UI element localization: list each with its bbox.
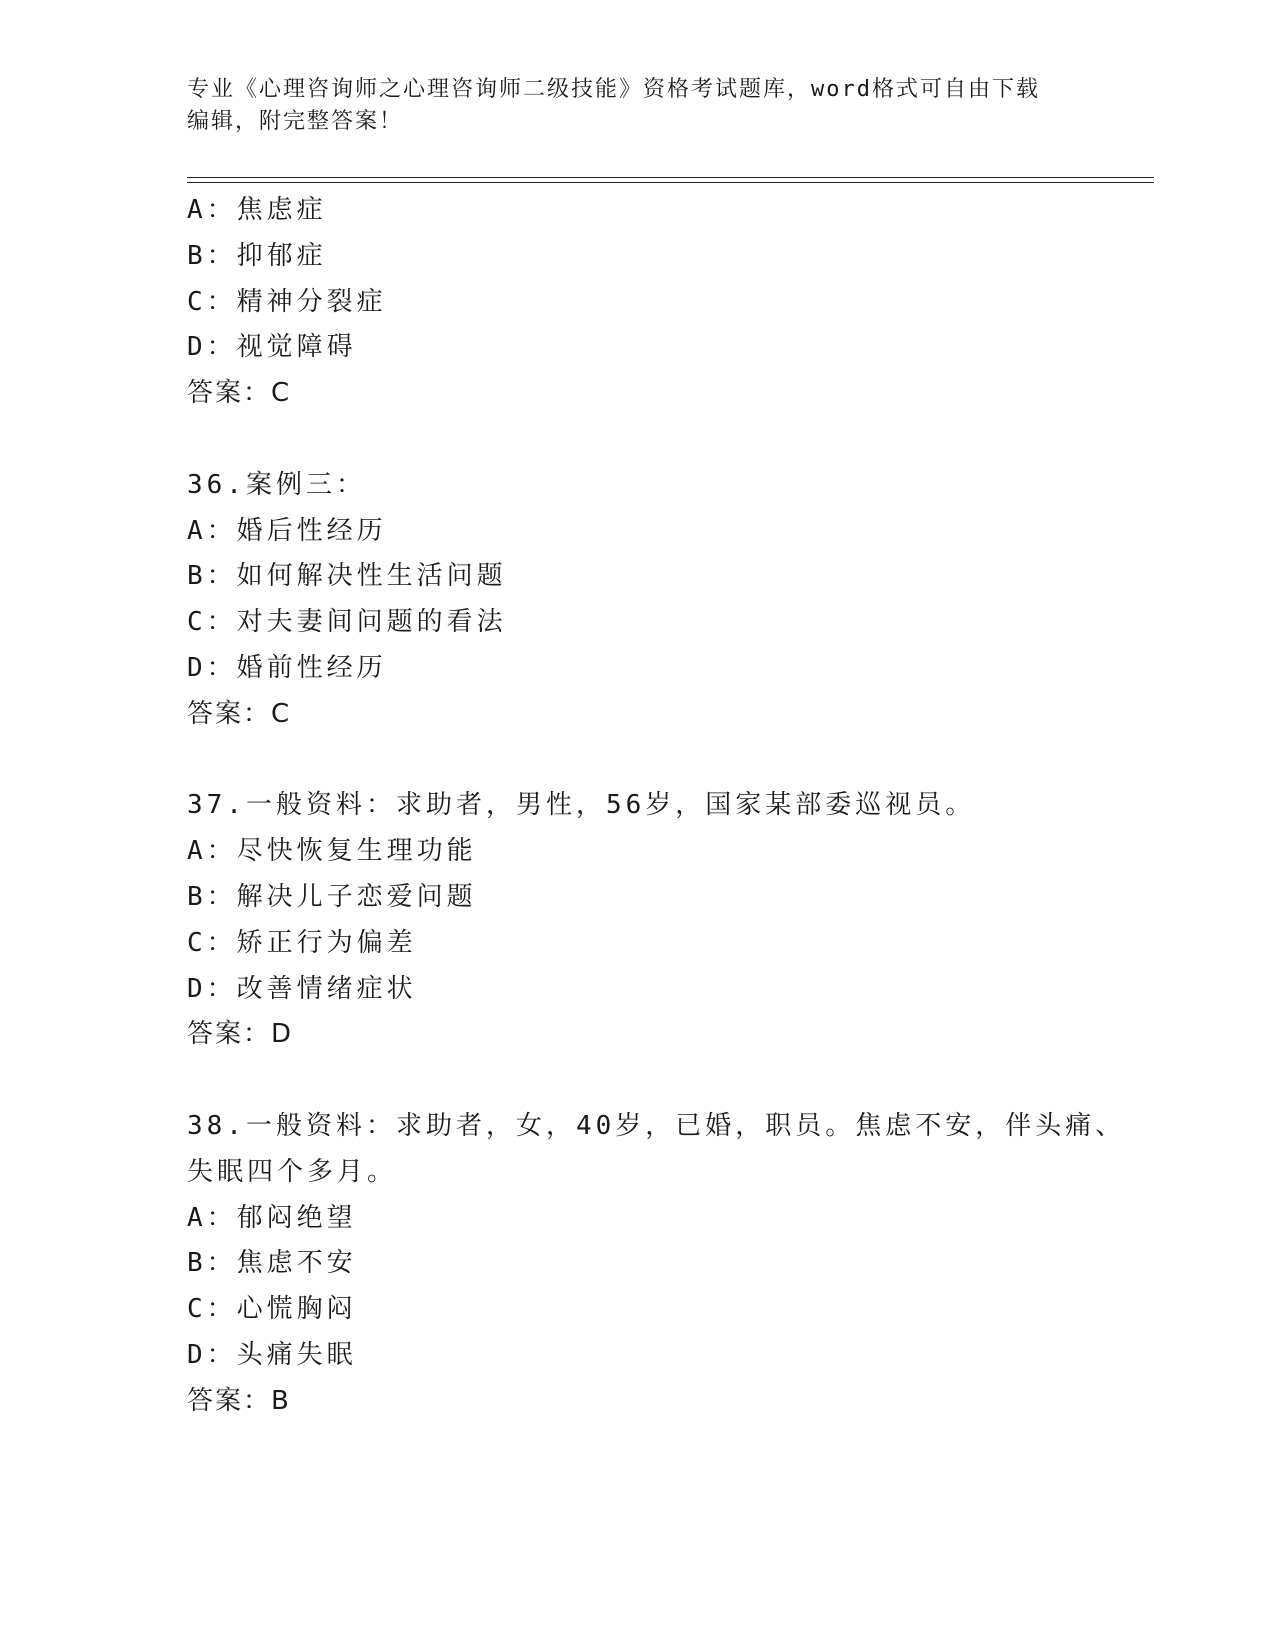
- option-c: C：对夫妻间问题的看法: [187, 607, 507, 638]
- option-d: D：视觉障碍: [187, 332, 357, 363]
- header-divider-bottom: [187, 182, 1154, 183]
- spacer: [187, 417, 1087, 463]
- option-b: B：如何解决性生活问题: [187, 561, 507, 592]
- question-text: 37.一般资料：求助者，男性，56岁，国家某部委巡视员。: [187, 790, 976, 821]
- option-c: C：矫正行为偏差: [187, 927, 417, 958]
- header-line-2: 编辑，附完整答案！: [187, 109, 404, 134]
- answer: 答案：D: [187, 1019, 294, 1050]
- spacer: [187, 1058, 1087, 1104]
- header-line-1: 专业《心理咨询师之心理咨询师二级技能》资格考试题库，word格式可自由下载: [187, 77, 1040, 102]
- option-d: D：婚前性经历: [187, 652, 387, 683]
- question-text: 36.案例三：: [187, 469, 366, 500]
- option-b: B：焦虑不安: [187, 1248, 357, 1279]
- spacer: [187, 738, 1087, 784]
- option-a: A：郁闷绝望: [187, 1202, 357, 1233]
- option-a: A：尽快恢复生理功能: [187, 836, 477, 867]
- document-header: [187, 74, 1067, 138]
- option-c: C：心慌胸闷: [187, 1294, 357, 1325]
- question-35: [187, 188, 1087, 417]
- header-divider-top: [187, 177, 1154, 178]
- option-d: D：头痛失眠: [187, 1339, 357, 1370]
- question-text-line-2: 失眠四个多月。: [187, 1156, 398, 1187]
- question-text-line-1: 38.一般资料：求助者，女，40岁，已婚，职员。焦虑不安，伴头痛、: [187, 1110, 1126, 1141]
- question-37: [187, 783, 1087, 1058]
- answer: 答案：C: [187, 698, 292, 729]
- option-b: B：解决儿子恋爱问题: [187, 881, 477, 912]
- option-c: C：精神分裂症: [187, 286, 387, 317]
- option-a: A：婚后性经历: [187, 515, 387, 546]
- answer: 答案：B: [187, 1385, 291, 1416]
- question-list: [187, 188, 1126, 1425]
- question-36: [187, 463, 1087, 738]
- option-a: A：焦虑症: [187, 195, 327, 225]
- option-d: D：改善情绪症状: [187, 973, 417, 1004]
- option-b: B：抑郁症: [187, 240, 327, 271]
- question-38: [187, 1104, 1126, 1425]
- answer: 答案：C: [187, 378, 292, 409]
